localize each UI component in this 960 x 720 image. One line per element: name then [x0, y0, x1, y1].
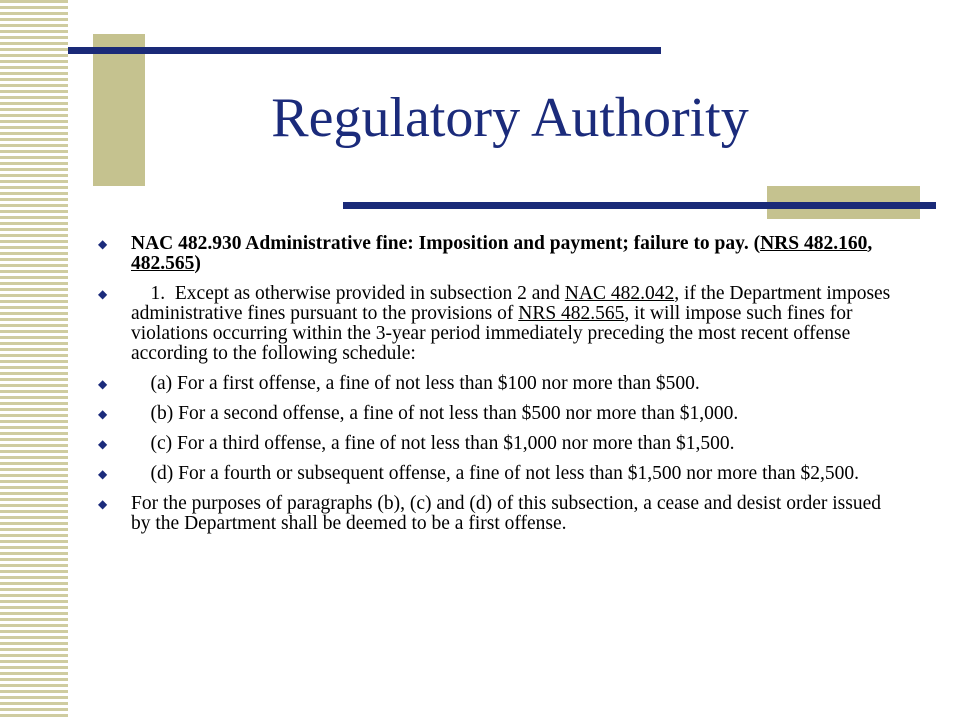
item-text: ,: [867, 233, 873, 254]
list-item: [96, 494, 896, 534]
diamond-bullet-icon: ◆: [98, 437, 108, 451]
navy-line-top: [68, 47, 661, 54]
list-item: [96, 374, 896, 394]
item-text: (b) For a second offense, a fine of not less than $500 nor more than $1,000.: [131, 403, 739, 424]
navy-line-bottom: [343, 202, 936, 209]
slide-title: Regulatory Authority: [271, 87, 749, 149]
diamond-bullet-icon: ◆: [98, 287, 108, 301]
item-text: (c) For a third offense, a fine of not less than $1,000 nor more than $1,500.: [131, 433, 735, 454]
left-stripe-decoration: [0, 0, 68, 720]
list-item: [96, 284, 896, 364]
item-text: (a) For a first offense, a fine of not less than $100 nor more than $500.: [131, 373, 700, 394]
list-item: [96, 434, 896, 454]
item-text: , if the Department imposes administrative fines pursuant to the provisions of: [131, 283, 891, 324]
item-text: NAC 482.930 Administrative fine: Imposition and payment; failure to pay. (: [131, 233, 761, 254]
list-item: [96, 404, 896, 424]
diamond-bullet-icon: ◆: [98, 237, 108, 251]
nrs-482-160-link[interactable]: NRS 482.160: [760, 233, 868, 254]
diamond-bullet-icon: ◆: [98, 467, 108, 481]
item-text: ): [194, 253, 201, 274]
item-text: 1. Except as otherwise provided in subsection 2 and: [131, 283, 565, 304]
list-item: [96, 464, 896, 484]
item-text: , it will impose such fines for violations occurring within the 3-year period immediately preceding the most recent offense according to the following schedule:: [131, 303, 853, 364]
diamond-bullet-icon: ◆: [98, 377, 108, 391]
diamond-bullet-icon: ◆: [98, 497, 108, 511]
nrs-482-565-link[interactable]: NRS 482.565: [518, 303, 625, 324]
diamond-bullet-icon: ◆: [98, 407, 108, 421]
item-text: For the purposes of paragraphs (b), (c) and (d) of this subsection, a cease and desist order issued by the Department shall be deemed to be a first offense.: [131, 493, 881, 534]
bullet-list: [96, 234, 896, 544]
item-text: (d) For a fourth or subsequent offense, a fine of not less than $1,500 nor more than $2,500.: [131, 463, 860, 484]
nrs-482-565-link[interactable]: 482.565: [131, 253, 195, 274]
nac-482-042-link[interactable]: NAC 482.042: [564, 283, 675, 304]
stripe-edge: [68, 0, 72, 720]
list-item: [96, 234, 896, 274]
